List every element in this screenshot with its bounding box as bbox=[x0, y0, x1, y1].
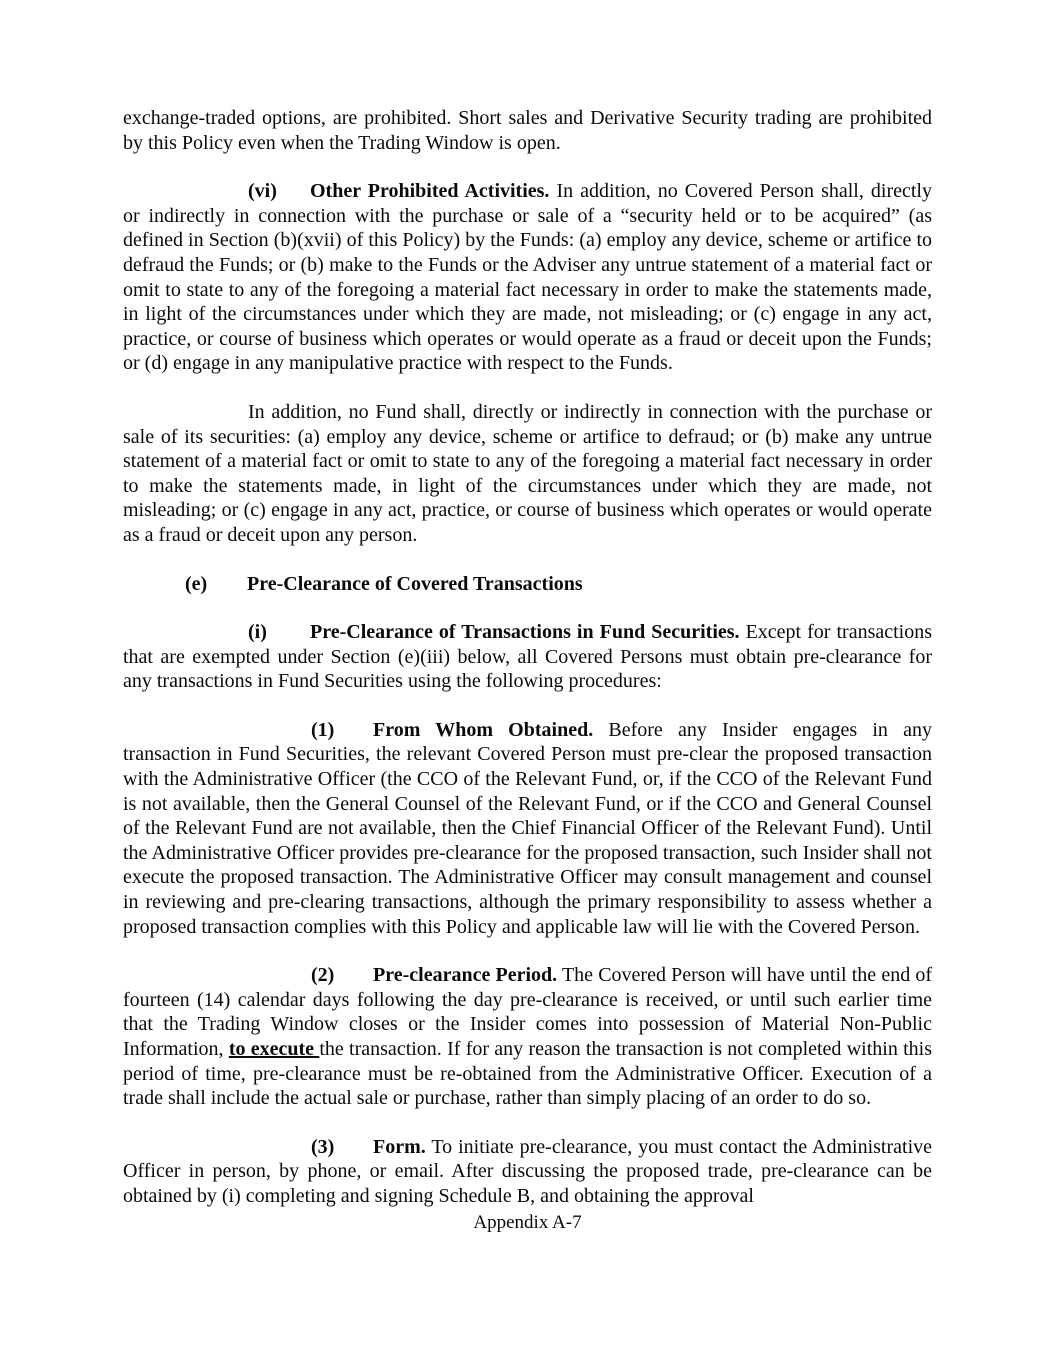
clause-label: (3) bbox=[311, 1135, 335, 1158]
paragraph-text: The Covered Person will have until the end of fourteen (14) calendar days following the day pre-clearance is received, or until such earlier time that the Trading Window closes or the Insider comes into possession of Material Non-Public Information, bbox=[123, 964, 933, 1060]
paragraph-text: Before any Insider engages in any transaction in Fund Securities, the relevant Covered Person must pre-clear the proposed transaction with the Administrative Officer (the CCO of the Relevant Fund, or, if the CCO of the Relevant Fund is not available, then the General Counsel of the Relevant Fund, or if the CCO and General Counsel of the Relevant Fund are not available, then the Chief Financial Officer of the Relevant Fund). Until the Administrative Officer provides pre-clearance for the proposed transaction, such Insider shall not execute the proposed transaction. The Administrative Officer may consult management and counsel in reviewing and pre-clearing transactions, although the primary responsibility to assess whether a proposed transaction complies with this Policy and applicable law will lie with the Covered Person. bbox=[123, 718, 932, 938]
paragraph-3-form bbox=[123, 1135, 932, 1209]
paragraph-text: the transaction. If for any reason the transaction is not completed within this period of time, pre-clearance must be re-obtained from the Administrative Officer. Execution of a trade shall include the actual sale or purchase, rather than simply placing of an order to do so. bbox=[123, 1038, 933, 1110]
underlined-emphasis: to execute bbox=[228, 1038, 320, 1060]
paragraph-no-fund-shall bbox=[123, 400, 932, 548]
clause-heading: Other Prohibited Activities. bbox=[310, 180, 550, 203]
clause-heading: Pre-Clearance of Covered Transactions bbox=[247, 572, 583, 595]
paragraph-1-from-whom-obtained bbox=[123, 718, 932, 939]
clause-label: (i) bbox=[248, 621, 267, 644]
paragraph-text: To initiate pre-clearance, you must contact the Administrative Officer in person, by phone, or email. After discussing the proposed trade, pre-clearance can be obtained by (i) completing and signing Schedule B, and obtaining the approval bbox=[123, 1135, 932, 1207]
paragraph-text: Except for transactions that are exempted under Section (e)(iii) below, all Covered Persons must obtain pre-clearance for any transactions in Fund Securities using the following procedures: bbox=[123, 621, 932, 693]
clause-label: (vi) bbox=[248, 180, 277, 203]
clause-heading: Pre-Clearance of Transactions in Fund Securities. bbox=[310, 621, 740, 644]
paragraph-i-pre-clearance-fund-securities bbox=[123, 620, 932, 694]
heading-e-pre-clearance bbox=[123, 572, 932, 597]
page-footer: Appendix A-7 bbox=[473, 1211, 582, 1233]
paragraph-text: In addition, no Fund shall, directly or indirectly in connection with the purchase or sale of its securities: (a) employ any device, scheme or artifice to defraud; or (b) make any untrue statement of a material fact or omit to state to any of the foregoing a material fact necessary in order to make the statements made, in light of the circumstances under which they are made, not misleading; or (c) engage in any act, practice, or course of business which operates or would operate as a fraud or deceit upon any person. bbox=[123, 400, 932, 546]
clause-label: (1) bbox=[311, 718, 335, 741]
clause-heading: From Whom Obtained. bbox=[373, 718, 594, 741]
paragraph-continuation bbox=[123, 106, 932, 155]
paragraph-text: In addition, no Covered Person shall, directly or indirectly in connection with the purchase or sale of a “security held or to be acquired” (as defined in Section (b)(xvii) of this Policy) by the Funds: (a) employ any device, scheme or artifice to defraud the Funds; or (b) make to the Funds or the Adviser any untrue statement of a material fact or omit to state to any of the foregoing a material fact necessary in order to make the statements made, in light of the circumstances under which they are made, not misleading; or (c) engage in any act, practice, or course of business which operates or would operate as a fraud or deceit upon the Funds; or (d) engage in any manipulative practice with respect to the Funds. bbox=[123, 180, 932, 375]
paragraph-2-pre-clearance-period bbox=[123, 963, 932, 1111]
paragraph-text: exchange-traded options, are prohibited. Short sales and Derivative Security trading are prohibited by this Policy even when the Trading Window is open. bbox=[123, 107, 932, 154]
clause-heading: Pre-clearance Period. bbox=[373, 964, 558, 987]
paragraph-vi-other-prohibited-activities bbox=[123, 179, 932, 376]
clause-label: (e) bbox=[185, 572, 208, 595]
clause-label: (2) bbox=[311, 964, 335, 987]
clause-heading: Form. bbox=[373, 1135, 426, 1158]
